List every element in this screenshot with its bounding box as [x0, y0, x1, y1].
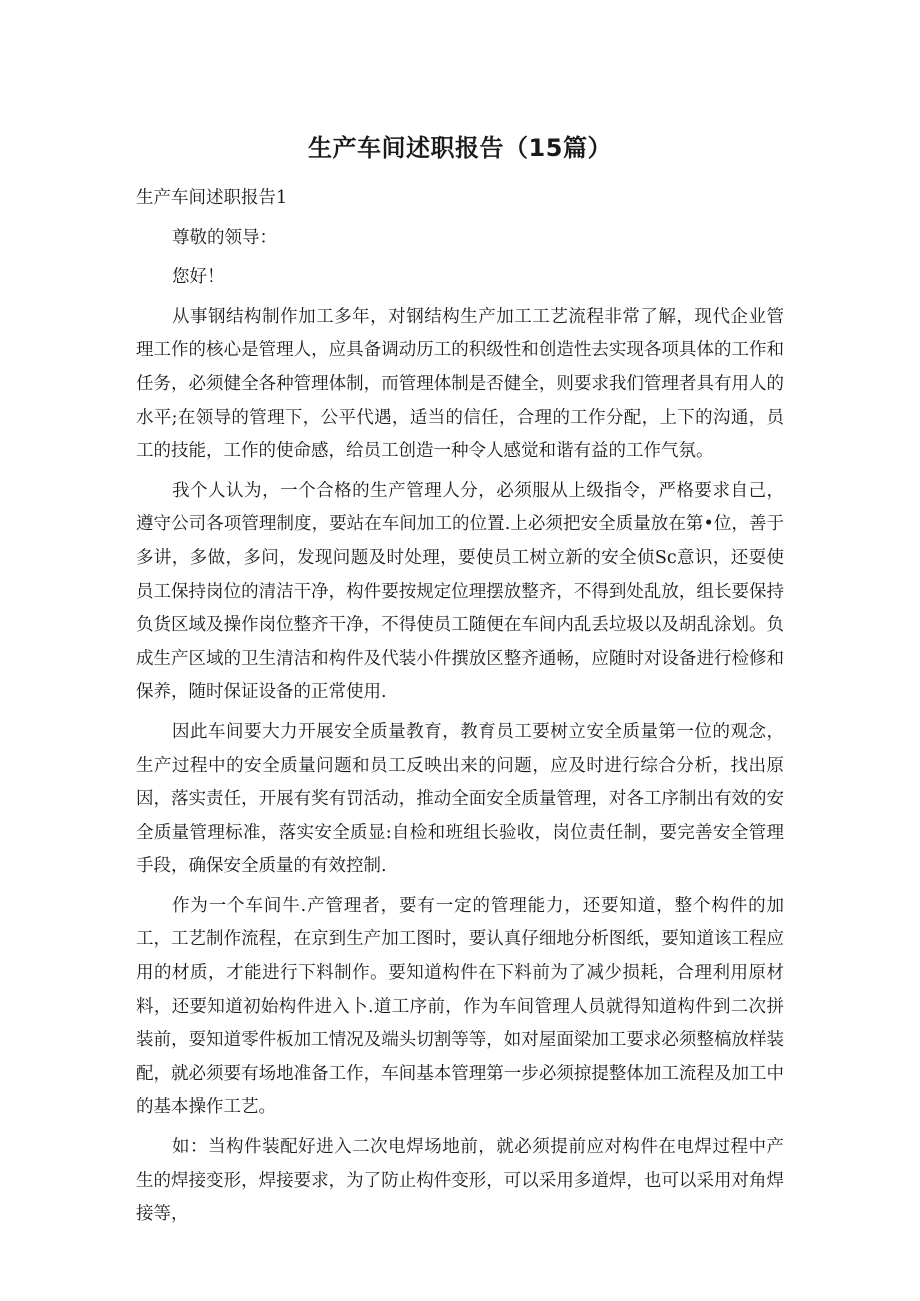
report-subtitle: 生产车间述职报告1	[136, 188, 288, 208]
document-body	[136, 182, 784, 1232]
paragraph-2: 我个人认为，一个合格的生产管理人分，必须服从上级指令，严格要求自己，遵守公司各项管理制度，要站在车间加工的位置.上必须把安全质量放在第•位，善于多讲，多做，多问，发现问题及时处理，要使员工树立新的安全侦Sc意识，还耍使员工保持岗位的清洁干净，构件要按规定位理摆放整齐，不得到处乱放，组长要保持负货区域及操作岗位整齐干净，不得使员工随便在车间内乱丢垃圾以及胡乱涂划。负成生产区域的卫生清洁和构件及代装小件撰放区整齐通畅，应随时对设备进行检修和保养，随时保证设备的正常使用.	[136, 480, 784, 703]
paragraph-1: 从事钢结构制作加工多年，对钢结构生产加工工艺流程非常了解，现代企业管理工作的核心是管理人，应具备调动历工的积级性和创造性去实现各项具体的工作和任务，必须健全各种管理体制，而管理体制是否健全，则要求我们管理者具有用人的水平;在领导的管理下，公平代遇，适当的信任，合理的工作分配，上下的沟通，员工的技能，工作的使命感，给员工创造一种令人感觉和谐有益的工作气氛。	[136, 306, 784, 462]
greeting: 您好！	[172, 267, 225, 288]
paragraph-4: 作为一个车间牛.产管理者，要有一定的管理能力，还要知道，整个构件的加工，工艺制作流程，在京到生产加工图时，要认真仔细地分析图纸，要知道该工程应用的材质，才能进行下料制作。要知道构件在下料前为了减少损耗，合理利用原材料，还要知道初始构件进入卜.道工序前，作为车间管理人员就得知道构件到二次拼装前，耍知道零件板加工情况及端头切割等等，如对屋面梁加工要求必须整槁放样装配，就必须要有场地准备工作，车间基本管理第一步必须掠提整体加工流程及加工中的基本操作工艺。	[136, 895, 784, 1118]
paragraph-3: 因此车间要大力开展安全质量教育，教育员工要树立安全质量第一位的观念，生产过程中的安全质量问题和员工反映出来的问题，应及时进行综合分析，找出原因，落实责任，开展有奖有罚活动，推动全面安全质量管理，对各工序制出有效的安全质量管理标准，落实安全质显:自检和班组长验收，岗位责任制，要完善安全管理手段，确保安全质量的有效控制.	[136, 721, 784, 877]
salutation: 尊敬的领导：	[172, 227, 277, 248]
document-title: 生产车间述职报告（15篇）	[308, 134, 612, 162]
paragraph-5: 如：当构件装配好进入二次电焊场地前，就必须提前应对构件在电焊过程中产生的焊接变形，焊接要求，为了防止构件变形，可以采用多道焊，也可以采用对角焊接等，	[136, 1137, 784, 1225]
